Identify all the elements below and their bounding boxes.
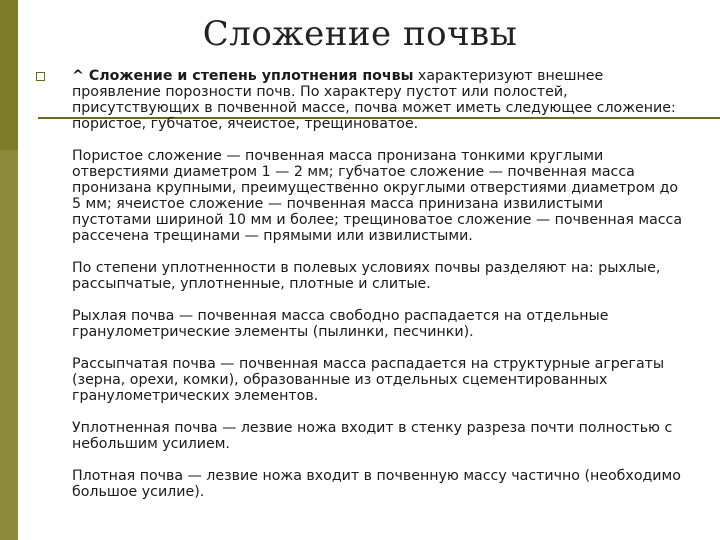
lead-text: характеризуют внешнее проявление порозности почв. По характеру пустот или полостей, присутствующих в почвенной массе, почва может иметь следующее сложение: пористое, губчатое, ячеистое, трещиноватое. bbox=[72, 68, 676, 132]
paragraph-structure-types: Пористое сложение — почвенная масса пронизана тонкими круглыми отверстиями диаметром 1 — 2 мм; губчатое сложение — почвенная масса пронизана крупными, преимущественно округлыми отверстиями диаметром до 5 мм; ячеистое сложение — почвенная масса принизана извилистыми пустотами шириной 10 мм и более; трещиноватое сложение — почвенная масса рассечена трещинами — прямыми или извилистыми. bbox=[72, 148, 683, 244]
paragraph-compaction-intro: По степени уплотненности в полевых условиях почвы разделяют на: рыхлые, рассыпчатые, уплотненные, плотные и слитые. bbox=[72, 260, 661, 292]
left-accent-bar-bottom bbox=[0, 150, 18, 540]
lead-paragraph bbox=[72, 68, 684, 132]
slide-title: Сложение почвы bbox=[202, 14, 518, 54]
slide-body bbox=[72, 68, 684, 500]
paragraph-compacted-soil: Уплотненная почва — лезвие ножа входит в стенку разреза почти полностью с небольшим усилием. bbox=[72, 420, 673, 452]
paragraph-dense-soil: Плотная почва — лезвие ножа входит в почвенную массу частично (необходимо большое усилие). bbox=[72, 468, 681, 500]
lead-bold-text: ^ Сложение и степень уплотнения почвы bbox=[72, 68, 414, 84]
paragraph-crumbly-soil: Рассыпчатая почва — почвенная масса распадается на структурные агрегаты (зерна, орехи, комки), образованные из отдельных сцементированных гранулометрических элементов. bbox=[72, 356, 665, 404]
square-bullet-icon bbox=[36, 72, 45, 81]
paragraph-loose-soil: Рыхлая почва — почвенная масса свободно распадается на отдельные гранулометрические элементы (пылинки, песчинки). bbox=[72, 308, 609, 340]
